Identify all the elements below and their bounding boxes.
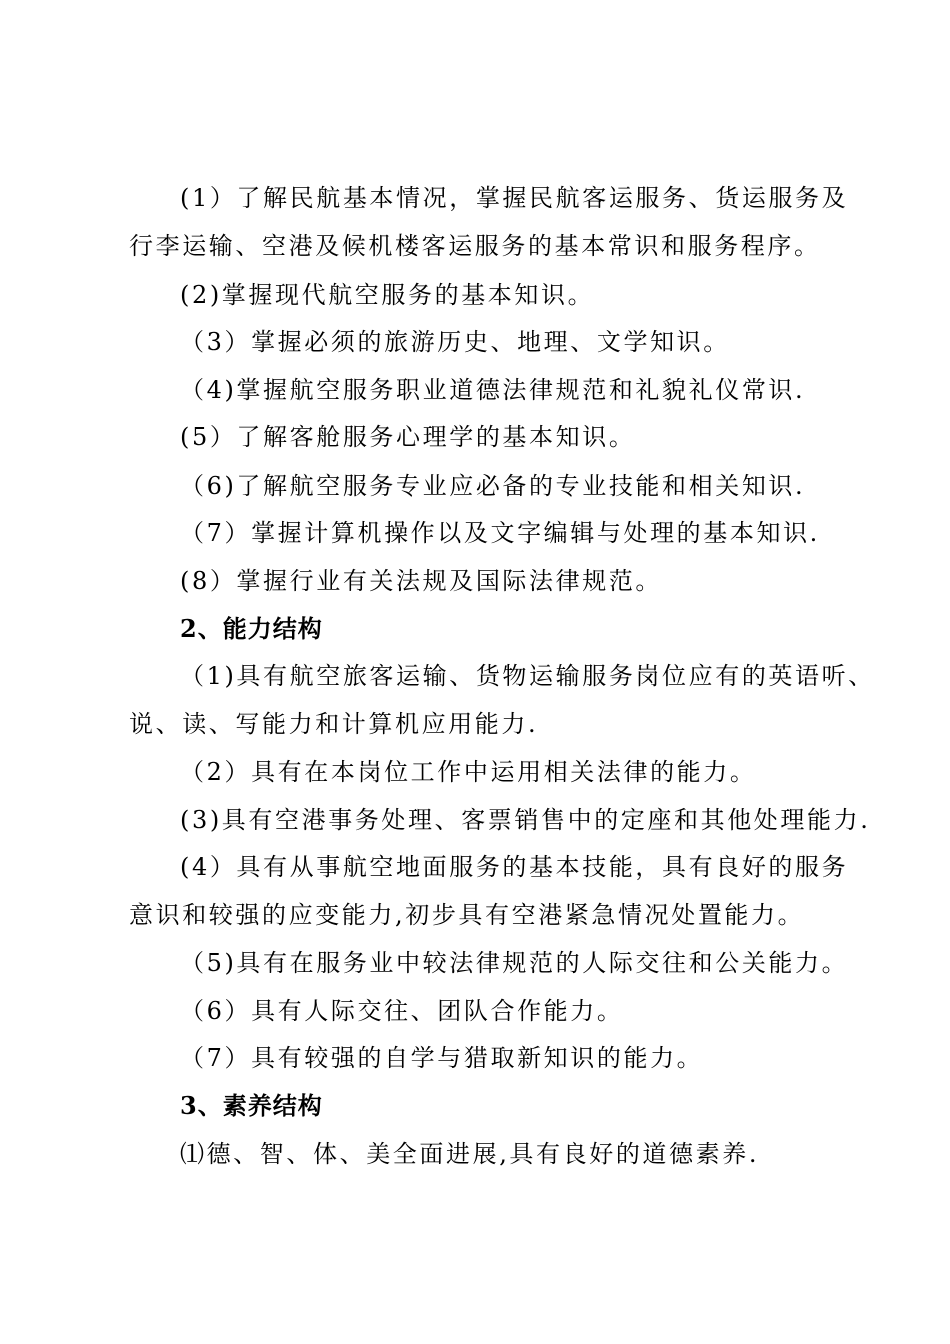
section-heading-quality: 3、素养结构: [180, 1091, 323, 1120]
paragraph-1-line-2: 行李运输、空港及候机楼客运服务的基本常识和服务程序。: [129, 232, 821, 260]
ability-6: （6）具有人际交往、团队合作能力。: [180, 997, 624, 1025]
ability-7: （7）具有较强的自学与猎取新知识的能力。: [180, 1044, 704, 1072]
paragraph-5: (5）了解客舱服务心理学的基本知识。: [180, 423, 636, 451]
ability-4-line-1: (4）具有从事航空地面服务的基本技能，具有良好的服务: [180, 853, 849, 881]
paragraph-7: （7）掌握计算机操作以及文字编辑与处理的基本知识.: [180, 519, 820, 547]
section-heading-ability: 2、能力结构: [180, 614, 323, 643]
ability-1-line-2: 说、读、写能力和计算机应用能力.: [129, 710, 539, 738]
ability-2: （2）具有在本岗位工作中运用相关法律的能力。: [180, 758, 757, 786]
ability-4-line-2: 意识和较强的应变能力,初步具有空港紧急情况处置能力。: [129, 901, 805, 929]
paragraph-8: (8）掌握行业有关法规及国际法律规范。: [180, 567, 663, 595]
paragraph-6: （6)了解航空服务专业应必备的专业技能和相关知识.: [180, 472, 806, 500]
ability-1-line-1: （1)具有航空旅客运输、货物运输服务岗位应有的英语听、: [180, 662, 875, 690]
ability-3: (3)具有空港事务处理、客票销售中的定座和其他处理能力.: [180, 806, 871, 834]
ability-5: （5)具有在服务业中较法律规范的人际交往和公关能力。: [180, 949, 849, 977]
paragraph-4: （4)掌握航空服务职业道德法律规范和礼貌礼仪常识.: [180, 376, 806, 404]
paragraph-3: （3）掌握必须的旅游历史、地理、文学知识。: [180, 328, 730, 356]
quality-1: ⑴德、智、体、美全面进展,具有良好的道德素养.: [180, 1140, 760, 1168]
paragraph-2: (2)掌握现代航空服务的基本知识。: [180, 281, 595, 309]
paragraph-1-line-1: (1）了解民航基本情况，掌握民航客运服务、货运服务及: [180, 184, 849, 212]
